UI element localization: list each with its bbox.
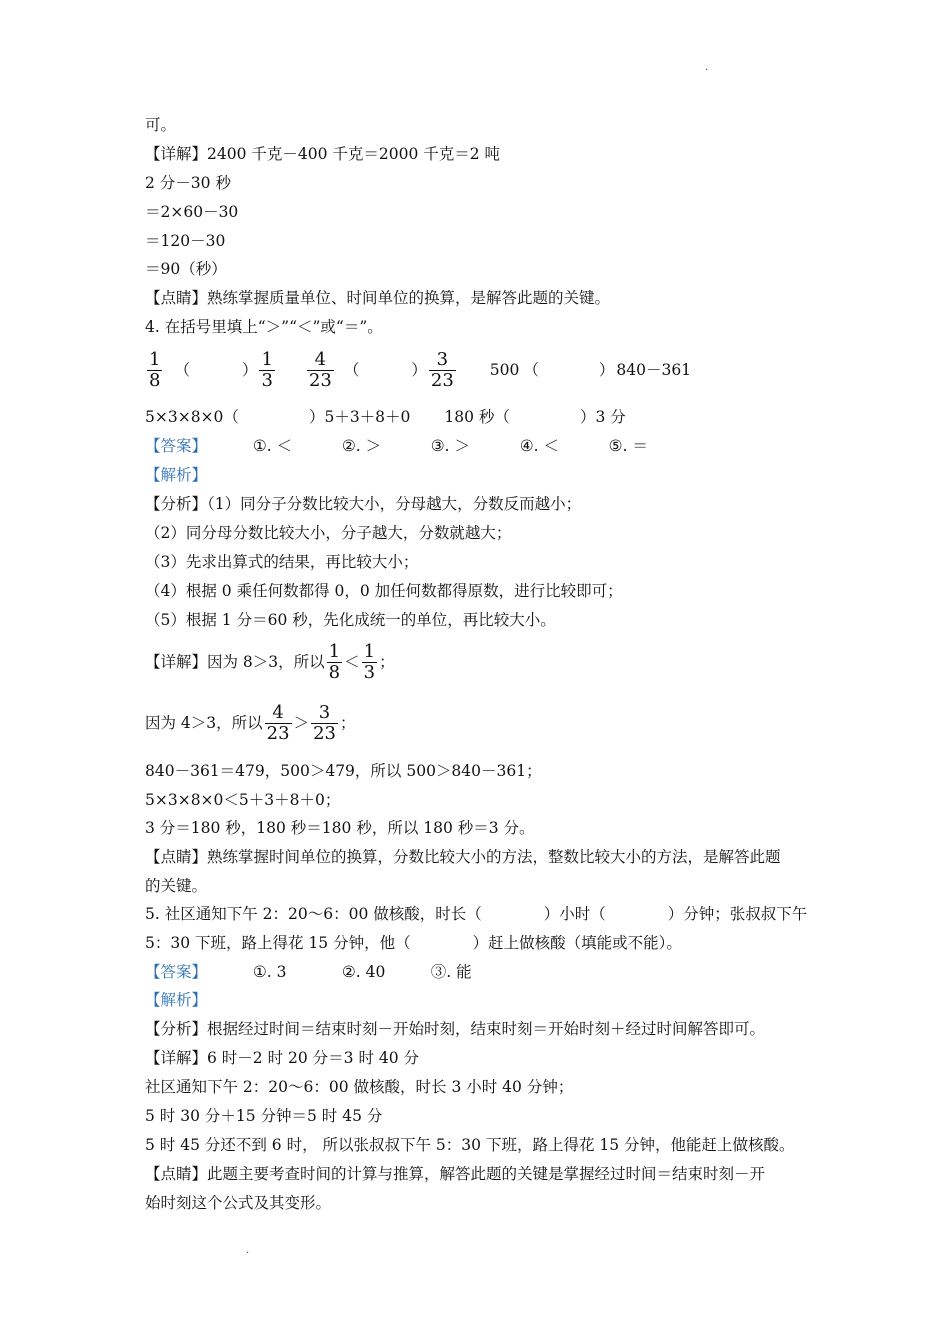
comparison-sign: ＞ bbox=[293, 714, 310, 732]
detail-fraction-line bbox=[145, 638, 395, 686]
answer-item: ①. ＜ bbox=[252, 437, 293, 455]
analysis-label: 【解析】 bbox=[145, 466, 208, 484]
expression: 180 秒 bbox=[444, 408, 495, 426]
punctuation: ； bbox=[339, 714, 356, 732]
question-text: 5：30 下班，路上得花 15 分钟，他（ bbox=[145, 934, 411, 952]
analysis-line: （4）根据 0 乘任何数都得 0，0 加任何数都得原数，进行比较即可； bbox=[145, 582, 623, 600]
detail-fraction-line bbox=[145, 699, 356, 747]
footer-dot: . bbox=[246, 1245, 250, 1256]
expression: 5＋3＋8＋0 bbox=[324, 408, 411, 426]
detail-line: 5 时 30 分＋15 分钟＝5 时 45 分 bbox=[145, 1107, 383, 1125]
answer-label: 【答案】 bbox=[145, 963, 208, 981]
answer-item: ③. ＞ bbox=[430, 437, 471, 455]
detail-line: 840－361＝479，500＞479，所以 500＞840－361； bbox=[145, 762, 542, 780]
fraction: $\frac{4}{23}$ bbox=[266, 701, 290, 744]
answer-item: ⑤. ＝ bbox=[608, 437, 648, 455]
paren-close: ） bbox=[579, 408, 596, 426]
punctuation: ； bbox=[379, 653, 395, 671]
detail-text: 【详解】因为 8＞3，所以 bbox=[145, 653, 325, 671]
analysis-line: 【分析】（1）同分子分数比较大小，分母越大，分数反而越小； bbox=[145, 495, 582, 513]
fraction: $\frac{1}{8}$ bbox=[328, 640, 341, 683]
paren-open: （ bbox=[343, 361, 360, 379]
question-5-line2 bbox=[145, 932, 682, 954]
question-text: ）分钟；张叔叔下午 bbox=[667, 905, 808, 923]
question-text: 5. 社区通知下午 2：20～6：00 做核酸，时长（ bbox=[145, 905, 482, 923]
comparison-sign: ＜ bbox=[344, 653, 360, 671]
question-text: ）赶上做核酸（填能或不能）。 bbox=[472, 934, 682, 952]
fraction: $\frac{4}{23}$ bbox=[308, 348, 332, 391]
text-line: 可。 bbox=[145, 116, 177, 134]
comment-line: 【点睛】熟练掌握时间单位的换算，分数比较大小的方法，整数比较大小的方法，是解答此题 bbox=[145, 848, 781, 866]
analysis-label: 【解析】 bbox=[145, 991, 208, 1009]
paren-open: （ bbox=[174, 361, 190, 379]
fraction: $\frac{1}{3}$ bbox=[261, 348, 273, 391]
header-dot: . bbox=[705, 62, 709, 73]
detail-line: 社区通知下午 2：20～6：00 做核酸，时长 3 小时 40 分钟； bbox=[145, 1078, 574, 1096]
detail-line: 5 时 45 分还不到 6 时， 所以张叔叔下午 5：30 下班，路上得花 15 分钟，他能赶上做核酸。 bbox=[145, 1136, 795, 1154]
question-text: ）小时（ bbox=[543, 905, 606, 923]
comment-line: 【点睛】此题主要考查时间的计算与推算，解答此题的关键是掌握经过时间＝结束时刻－开 bbox=[145, 1165, 766, 1183]
answer-4 bbox=[145, 435, 648, 457]
paren-close: ） bbox=[598, 361, 615, 379]
comment-line: 的关键。 bbox=[145, 877, 208, 895]
calc-line: ＝2×60－30 bbox=[145, 203, 239, 221]
answer-item: ②. ＞ bbox=[341, 437, 382, 455]
calc-line: ＝120－30 bbox=[145, 232, 226, 250]
detail-text: 因为 4＞3，所以 bbox=[145, 714, 263, 732]
detail-line: 【详解】6 时－2 时 20 分＝3 时 40 分 bbox=[145, 1049, 420, 1067]
fraction: $\frac{1}{3}$ bbox=[363, 640, 376, 683]
analysis-line: （5）根据 1 分＝60 秒，先化成统一的单位，再比较大小。 bbox=[145, 611, 556, 629]
answer-5 bbox=[145, 961, 472, 983]
comment-line: 始时刻这个公式及其变形。 bbox=[145, 1194, 332, 1212]
fraction: $\frac{3}{23}$ bbox=[430, 348, 454, 391]
answer-label: 【答案】 bbox=[145, 437, 208, 455]
answer-item: ②. 40 bbox=[341, 963, 386, 981]
paren-open: （ bbox=[223, 408, 239, 426]
paren-open: （ bbox=[523, 361, 539, 379]
calc-line: 2 分－30 秒 bbox=[145, 174, 231, 192]
expression: 3 分 bbox=[595, 408, 626, 426]
answer-item: ④. ＜ bbox=[519, 437, 559, 455]
question-5-line1 bbox=[145, 903, 807, 925]
paren-open: （ bbox=[494, 408, 510, 426]
answer-item: ③. 能 bbox=[430, 963, 472, 981]
detail-line: 5×3×8×0＜5＋3＋8＋0； bbox=[145, 791, 341, 809]
detail-line: 3 分＝180 秒，180 秒＝180 秒，所以 180 秒＝3 分。 bbox=[145, 819, 535, 837]
expression: 5×3×8×0 bbox=[145, 408, 224, 426]
comment-line: 【点睛】熟练掌握质量单位、时间单位的换算，是解答此题的关键。 bbox=[145, 289, 611, 307]
analysis-line: 【分析】根据经过时间＝结束时刻－开始时刻，结束时刻＝开始时刻＋经过时间解答即可。 bbox=[145, 1020, 766, 1038]
paren-close: ） bbox=[411, 361, 427, 379]
number-500: 500 bbox=[489, 361, 520, 379]
paren-close: ） bbox=[241, 361, 258, 379]
fraction: $\frac{3}{23}$ bbox=[313, 701, 336, 744]
fraction: $\frac{1}{8}$ bbox=[149, 348, 161, 391]
question-4-title: 4. 在括号里填上“＞”“＜”或“＝”。 bbox=[145, 318, 383, 336]
detail-line: 【详解】2400 千克－400 千克＝2000 千克＝2 吨 bbox=[145, 145, 501, 163]
paren-close: ） bbox=[308, 408, 325, 426]
calc-line: ＝90（秒） bbox=[145, 260, 227, 278]
analysis-line: （3）先求出算式的结果，再比较大小； bbox=[145, 553, 419, 571]
question-4-row2 bbox=[145, 406, 626, 428]
question-4-row1 bbox=[145, 348, 691, 392]
analysis-line: （2）同分母分数比较大小，分子越大，分数就越大； bbox=[145, 524, 512, 542]
answer-item: ①. 3 bbox=[252, 963, 287, 981]
expression-840: 840－361 bbox=[616, 361, 692, 379]
